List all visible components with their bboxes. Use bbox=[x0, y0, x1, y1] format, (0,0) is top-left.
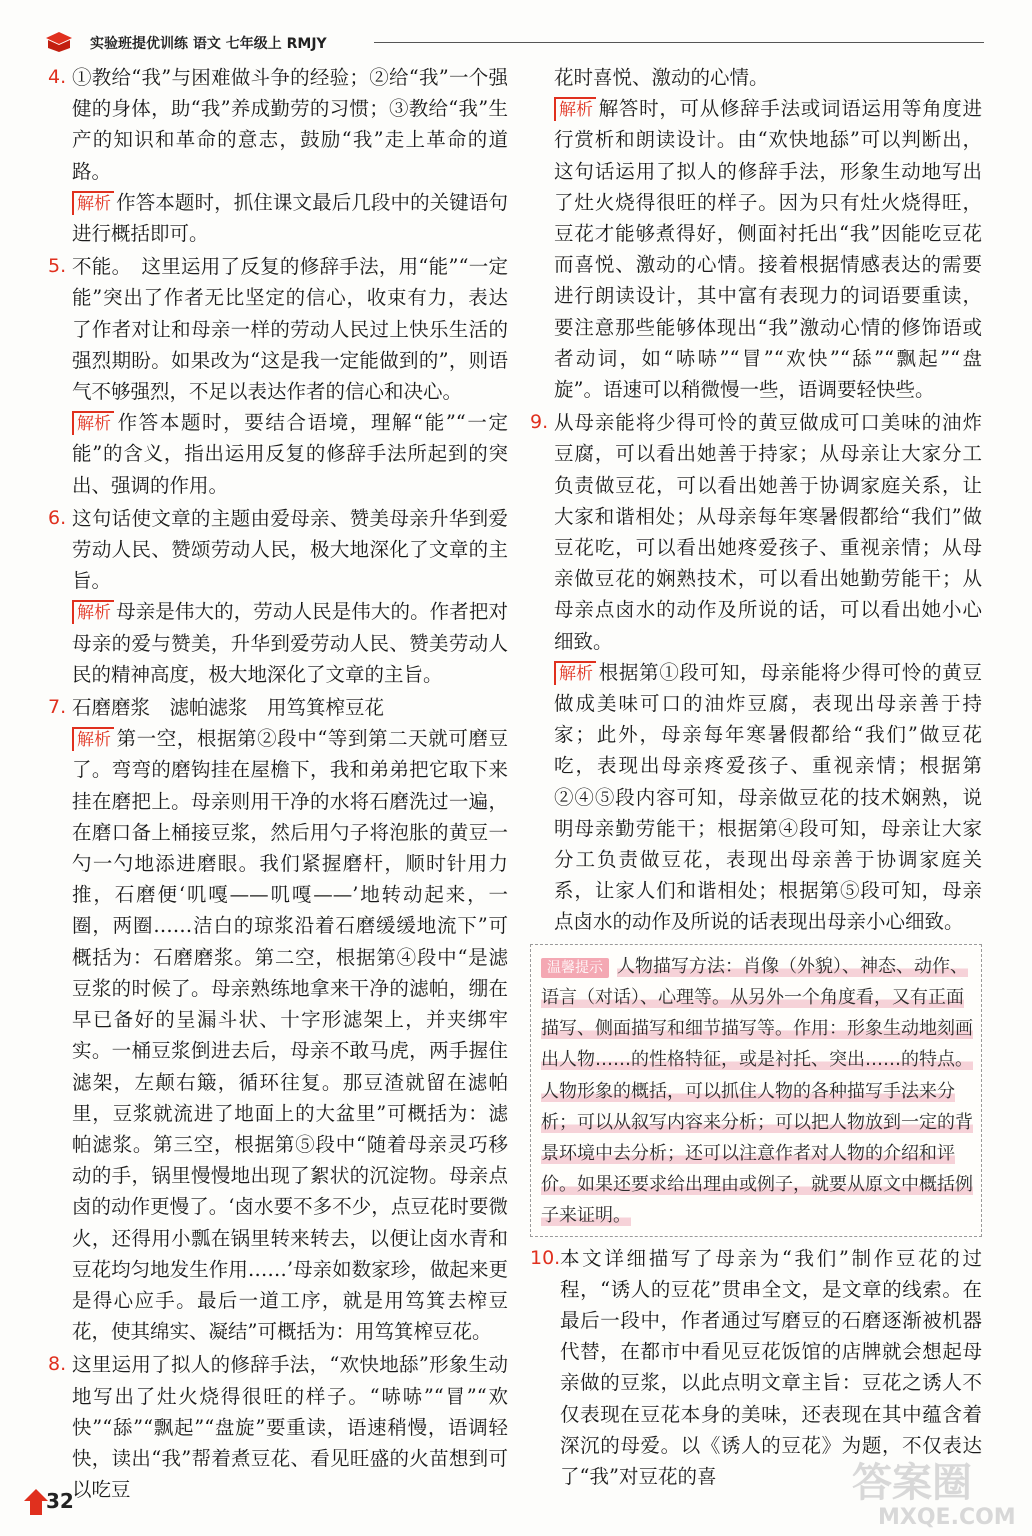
answer-text: 不能。 这里运用了反复的修辞手法，用“能”“一定能”突出了作者无比坚定的信心，收束有力，表达了作者对让和母亲一样的劳动人民过上快乐生活的强烈期盼。如果改为“这是我一定能做到的”，则语气不够强烈，不足以表达作者的信心和决心。 bbox=[72, 255, 508, 404]
answer-text: 石磨磨浆 滤帕滤浆 用笃箕榨豆花 bbox=[72, 696, 385, 720]
answer-item-8 bbox=[48, 1349, 508, 1505]
analysis bbox=[72, 723, 508, 1347]
right-column bbox=[530, 62, 982, 1494]
answer-item-7 bbox=[48, 692, 508, 1347]
answer-text: 这句话使文章的主题由爱母亲、赞美母亲升华到爱劳动人民、赞颂劳动人民，极大地深化了文章的主旨。 bbox=[72, 506, 508, 593]
analysis-tag: 解析 bbox=[72, 727, 114, 751]
analysis bbox=[554, 657, 982, 938]
answer-text: 这里运用了拟人的修辞手法，“欢快地舔”形象生动地写出了灶火烧得很旺的样子。“哧哧”“冒”“欢快”“舔”“飘起”“盘旋”要重读，语速稍慢，语调轻快，读出“我”帮着煮豆花、看见旺盛的火苗想到可以吃豆 bbox=[72, 1353, 508, 1502]
analysis bbox=[554, 93, 982, 405]
item-number: 10. bbox=[530, 1246, 561, 1269]
item-number: 7. bbox=[48, 696, 67, 719]
answer-text: 本文详细描写了母亲为“我们”制作豆花的过程，“诱人的豆花”贯串全文，是文章的线索。在最后一段中，作者通过写磨豆的石磨逐渐被机器代替，在都市中看见豆花饭馆的店牌就会想起母亲做的豆浆，以此点明文章主旨：豆花之诱人不仅表现在豆花本身的美味，还表现在其中蕴含着深沉的母爱。以《诱人的豆花》为题，不仅表达了“我”对豆花的喜 bbox=[560, 1246, 982, 1488]
analysis bbox=[72, 596, 508, 690]
analysis-tag: 解析 bbox=[554, 661, 596, 685]
answer-item-9 bbox=[530, 407, 982, 937]
analysis-tag: 解析 bbox=[72, 600, 114, 624]
analysis-text: 母亲是伟大的，劳动人民是伟大的。作者把对母亲的爱与赞美，升华到爱劳动人民、赞美劳动人民的精神高度，极大地深化了文章的主旨。 bbox=[72, 600, 508, 686]
analysis-tag: 解析 bbox=[72, 411, 114, 435]
house-arrow-icon bbox=[24, 1489, 48, 1515]
header-rule bbox=[374, 42, 984, 43]
analysis bbox=[72, 407, 508, 501]
item-number: 4. bbox=[48, 66, 67, 88]
answer-text-continued: 花时喜悦、激动的心情。 bbox=[554, 66, 769, 89]
page-number-text: 32 bbox=[46, 1489, 74, 1513]
watermark-top-text: 答案圈 bbox=[852, 1460, 972, 1506]
analysis-text: 作答本题时，要结合语境，理解“能”“一定能”的含义，指出运用反复的修辞手法所起到的突出、强调的作用。 bbox=[72, 411, 508, 497]
page-header bbox=[44, 30, 984, 56]
analysis bbox=[72, 187, 508, 249]
tip-label: 温馨提示 bbox=[541, 958, 609, 978]
analysis-text: 解答时，可从修辞手法或词语运用等角度进行赏析和朗读设计。由“欢快地舔”可以判断出，这句话运用了拟人的修辞手法，形象生动地写出了灶火烧得很旺的样子。因为只有灶火烧得旺，豆花才能够煮得好，侧面衬托出“我”因能吃豆花而喜悦、激动的心情。接着根据情感表达的需要进行朗读设计，其中富有表现力的词语要重读，要注意那些能够体现出“我”激动心情的修饰语或者动词，如“哧哧”“冒”“欢快”“舔”“飘起”“盘旋”。语速可以稍微慢一些，语调要轻快些。 bbox=[554, 97, 982, 402]
watermark-logo-icon bbox=[848, 1452, 1018, 1530]
book-title: 实验班提优训练 语文 七年级上 RMJY bbox=[90, 36, 327, 52]
book-logo-icon bbox=[44, 30, 74, 52]
tip-text: 人物描写方法：肖像（外貌）、神态、动作、语言（对话）、心理等。从另外一个角度看，又有正面描写、侧面描写和细节描写等。作用：形象生动地刻画出人物……的性格特征，或是衬托、突出……的特点。人物形象的概括，可以抓住人物的各种描写手法来分析；可以从叙写内容来分析；可以把人物放到一定的背景环境中去分析；还可以注意作者对人物的介绍和评价。如果还要求给出理由或例子，就要从原文中概括例子来证明。 bbox=[541, 955, 973, 1227]
answer-text: 从母亲能将少得可怜的黄豆做成可口美味的油炸豆腐，可以看出她善于持家；从母亲让大家分工负责做豆花，可以看出她善于协调家庭关系，让大家和谐相处；从母亲每年寒暑假都给“我们”做豆花吃，可以看出她疼爱孩子、重视亲情；从母亲做豆花的娴熟技术，可以看出她勤劳能干；从母亲点卤水的动作及所说的话，可以看出她小心细致。 bbox=[554, 411, 982, 653]
answer-item-8-continued bbox=[530, 62, 982, 405]
item-number: 8. bbox=[48, 1353, 67, 1376]
analysis-text: 根据第①段可知，母亲能将少得可怜的黄豆做成美味可口的油炸豆腐，表现出母亲善于持家；此外，母亲每年寒暑假都给“我们”做豆花吃，表现出母亲疼爱孩子、重视亲情；根据第②④⑤段内容可知，母亲做豆花的技术娴熟，说明母亲勤劳能干；根据第④段可知，母亲让大家分工负责做豆花，表现出母亲善于协调家庭关系，让家人们和谐相处；根据第⑤段可知，母亲点卤水的动作及所说的话表现出母亲小心细致。 bbox=[554, 660, 982, 934]
answer-item-5 bbox=[48, 251, 508, 501]
answer-item-6 bbox=[48, 503, 508, 690]
left-column bbox=[48, 62, 508, 1507]
item-number: 9. bbox=[530, 411, 549, 434]
watermark bbox=[848, 1452, 1018, 1530]
analysis-tag: 解析 bbox=[72, 191, 114, 215]
warm-tip-box bbox=[530, 944, 982, 1237]
watermark-bottom-text: MXQE.COM bbox=[878, 1505, 1016, 1530]
answer-text: ①教给“我”与困难做斗争的经验；②给“我”一个强健的身体，助“我”养成勤劳的习惯；③教给“我”生产的知识和革命的意志，鼓励“我”走上革命的道路。 bbox=[72, 66, 508, 183]
page-number bbox=[24, 1487, 78, 1517]
item-number: 5. bbox=[48, 255, 67, 278]
tip-paragraph bbox=[541, 951, 973, 1232]
answer-item-4 bbox=[48, 62, 508, 249]
analysis-tag: 解析 bbox=[554, 97, 596, 121]
item-number: 6. bbox=[48, 506, 67, 529]
analysis-text: 作答本题时，抓住课文最后几段中的关键语句进行概括即可。 bbox=[72, 190, 508, 246]
analysis-text: 第一空，根据第②段中“等到第二天就可磨豆了。弯弯的磨钩挂在屋檐下，我和弟弟把它取下来挂在磨把上。母亲则用干净的水将石磨洗过一遍，在磨口备上桶接豆浆，然后用勺子将泡胀的黄豆一勺一勺地添进磨眼。我们紧握磨杆，顺时针用力推，石磨便‘叽嘎——叽嘎——’地转动起来，一圈，两圈……洁白的琼浆沿着石磨缓缓地流下”可概括为：石磨磨浆。第二空，根据第④段中“是滤豆浆的时候了。母亲熟练地拿来干净的滤帕，绷在早已备好的呈漏斗状、十字形滤架上，并夹绑牢实。一桶豆浆倒进去后，母亲不敢马虎，两手握住滤架，左颠右簸，循环往复。那豆渣就留在滤帕里，豆浆就流进了地面上的大盆里”可概括为：滤帕滤浆。第三空，根据第⑤段中“随着母亲灵巧移动的手，锅里慢慢地出现了絮状的沉淀物。母亲点卤的动作更慢了。‘卤水要不多不少，点豆花时要微火，还得用小瓢在锅里转来转去，以便让卤水青和豆花均匀地发生作用……’母亲如数家珍，做起来更是得心应手。最后一道工序，就是用笃箕去榨豆花，使其绵实、凝结”可概括为：用笃箕榨豆花。 bbox=[72, 727, 508, 1344]
